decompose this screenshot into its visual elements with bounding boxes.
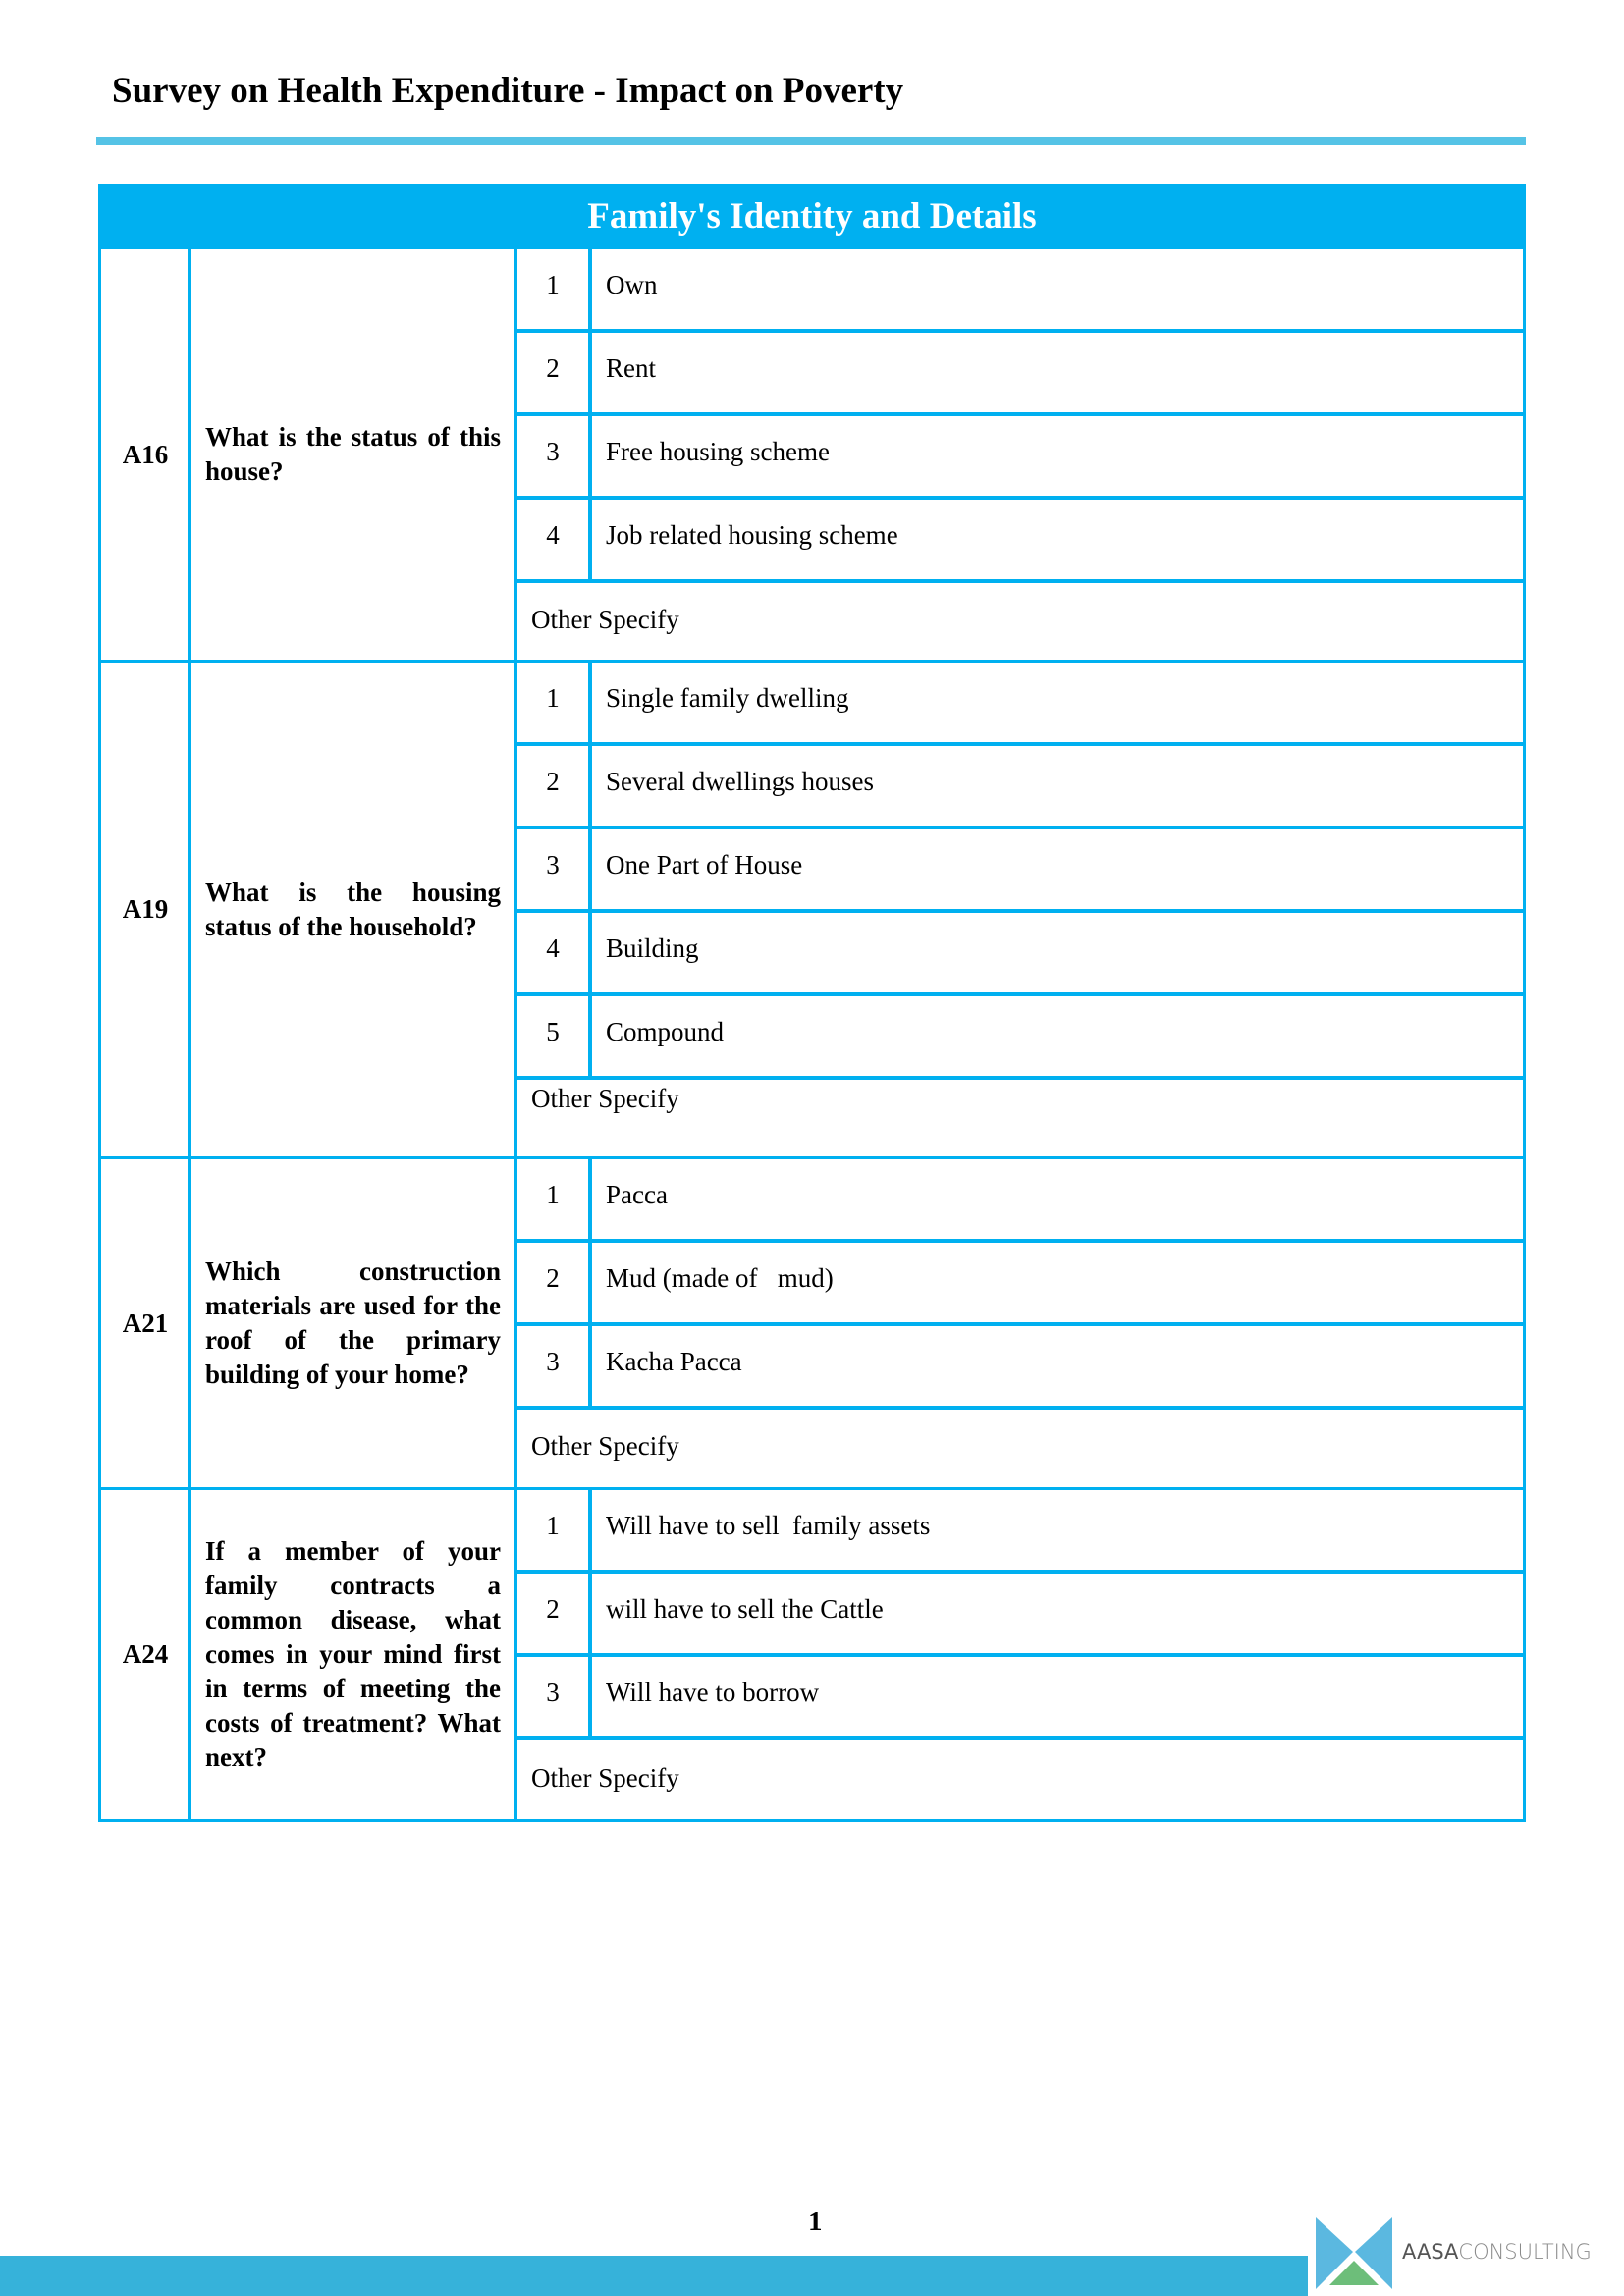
- question-code: A21: [101, 1159, 191, 1487]
- other-specify-field[interactable]: Other Specify: [531, 1084, 679, 1113]
- document-title: Survey on Health Expenditure - Impact on Poverty: [112, 71, 904, 111]
- option-number: 1: [517, 1159, 592, 1239]
- options-list: [517, 1159, 1523, 1487]
- option-row[interactable]: [517, 1326, 1523, 1410]
- question-code: A16: [101, 249, 191, 660]
- option-row[interactable]: [517, 1490, 1523, 1574]
- question-text: [191, 663, 517, 1156]
- option-row[interactable]: [517, 1159, 1523, 1243]
- question-section-a21: [98, 1159, 1526, 1490]
- option-row[interactable]: [517, 333, 1523, 416]
- option-label: Mud (made of mud): [606, 1263, 834, 1293]
- option-number: 2: [517, 333, 592, 412]
- option-number: 1: [517, 1490, 592, 1570]
- option-number: 3: [517, 1657, 592, 1736]
- option-label: Job related housing scheme: [606, 520, 898, 550]
- question-label: If a member of your family contracts a common disease, what comes in your mind first in terms of meeting the costs of treatment? What next?: [205, 1536, 501, 1772]
- option-label: Several dwellings houses: [606, 767, 874, 796]
- option-row[interactable]: [517, 746, 1523, 829]
- option-label: will have to sell the Cattle: [606, 1594, 884, 1624]
- option-label: Compound: [606, 1017, 725, 1046]
- question-text: [191, 1490, 517, 1819]
- option-label: Free housing scheme: [606, 437, 830, 466]
- question-code: A19: [101, 663, 191, 1156]
- option-label: Kacha Pacca: [606, 1347, 742, 1376]
- question-label: What is the housing status of the household?: [205, 877, 501, 941]
- options-list: [517, 663, 1523, 1156]
- family-details-table: [98, 184, 1526, 1822]
- option-label: Building: [606, 934, 699, 963]
- option-row[interactable]: [517, 829, 1523, 913]
- aasa-logo-icon: [1314, 2215, 1396, 2293]
- option-label: Own: [606, 270, 658, 299]
- other-specify-field[interactable]: Other Specify: [531, 604, 679, 634]
- logo-name-light: CONSULTING: [1458, 2240, 1592, 2264]
- option-label: Will have to borrow: [606, 1678, 820, 1707]
- logo-wordmark: [1402, 2240, 1592, 2264]
- other-specify-field[interactable]: Other Specify: [531, 1431, 679, 1461]
- option-row[interactable]: [517, 1574, 1523, 1657]
- option-row[interactable]: [517, 996, 1523, 1080]
- option-number: 2: [517, 1574, 592, 1653]
- option-row[interactable]: [517, 416, 1523, 500]
- options-list: [517, 249, 1523, 660]
- option-label: One Part of House: [606, 850, 803, 880]
- title-divider: [96, 137, 1526, 145]
- other-specify-field[interactable]: Other Specify: [531, 1762, 679, 1792]
- page-number: 1: [808, 2206, 823, 2237]
- option-number: 2: [517, 1243, 592, 1322]
- question-code: A24: [101, 1490, 191, 1819]
- option-number: 5: [517, 996, 592, 1076]
- option-label: Will have to sell family assets: [606, 1511, 931, 1540]
- logo-name-bold: AASA: [1402, 2240, 1459, 2264]
- option-row[interactable]: [517, 913, 1523, 996]
- option-label: Rent: [606, 353, 656, 383]
- option-label: Single family dwelling: [606, 683, 849, 713]
- option-number: 4: [517, 913, 592, 992]
- option-row[interactable]: [517, 249, 1523, 333]
- option-row[interactable]: [517, 1657, 1523, 1740]
- question-text: [191, 249, 517, 660]
- option-label: Pacca: [606, 1180, 668, 1209]
- options-list: [517, 1490, 1523, 1819]
- question-section-a16: [98, 249, 1526, 663]
- option-row[interactable]: [517, 500, 1523, 583]
- footer-bar: [0, 2256, 1308, 2296]
- question-section-a19: [98, 663, 1526, 1159]
- option-row[interactable]: [517, 663, 1523, 746]
- option-number: 1: [517, 249, 592, 329]
- option-number: 3: [517, 829, 592, 909]
- option-number: 4: [517, 500, 592, 579]
- question-label: Which construction materials are used for the roof of the primary building of your home?: [205, 1256, 501, 1389]
- table-heading: Family's Identity and Details: [98, 184, 1526, 249]
- option-number: 2: [517, 746, 592, 826]
- option-row[interactable]: [517, 1243, 1523, 1326]
- question-text: [191, 1159, 517, 1487]
- option-number: 3: [517, 416, 592, 496]
- option-number: 3: [517, 1326, 592, 1406]
- option-number: 1: [517, 663, 592, 742]
- question-label: What is the status of this house?: [205, 422, 501, 486]
- question-section-a24: [98, 1490, 1526, 1822]
